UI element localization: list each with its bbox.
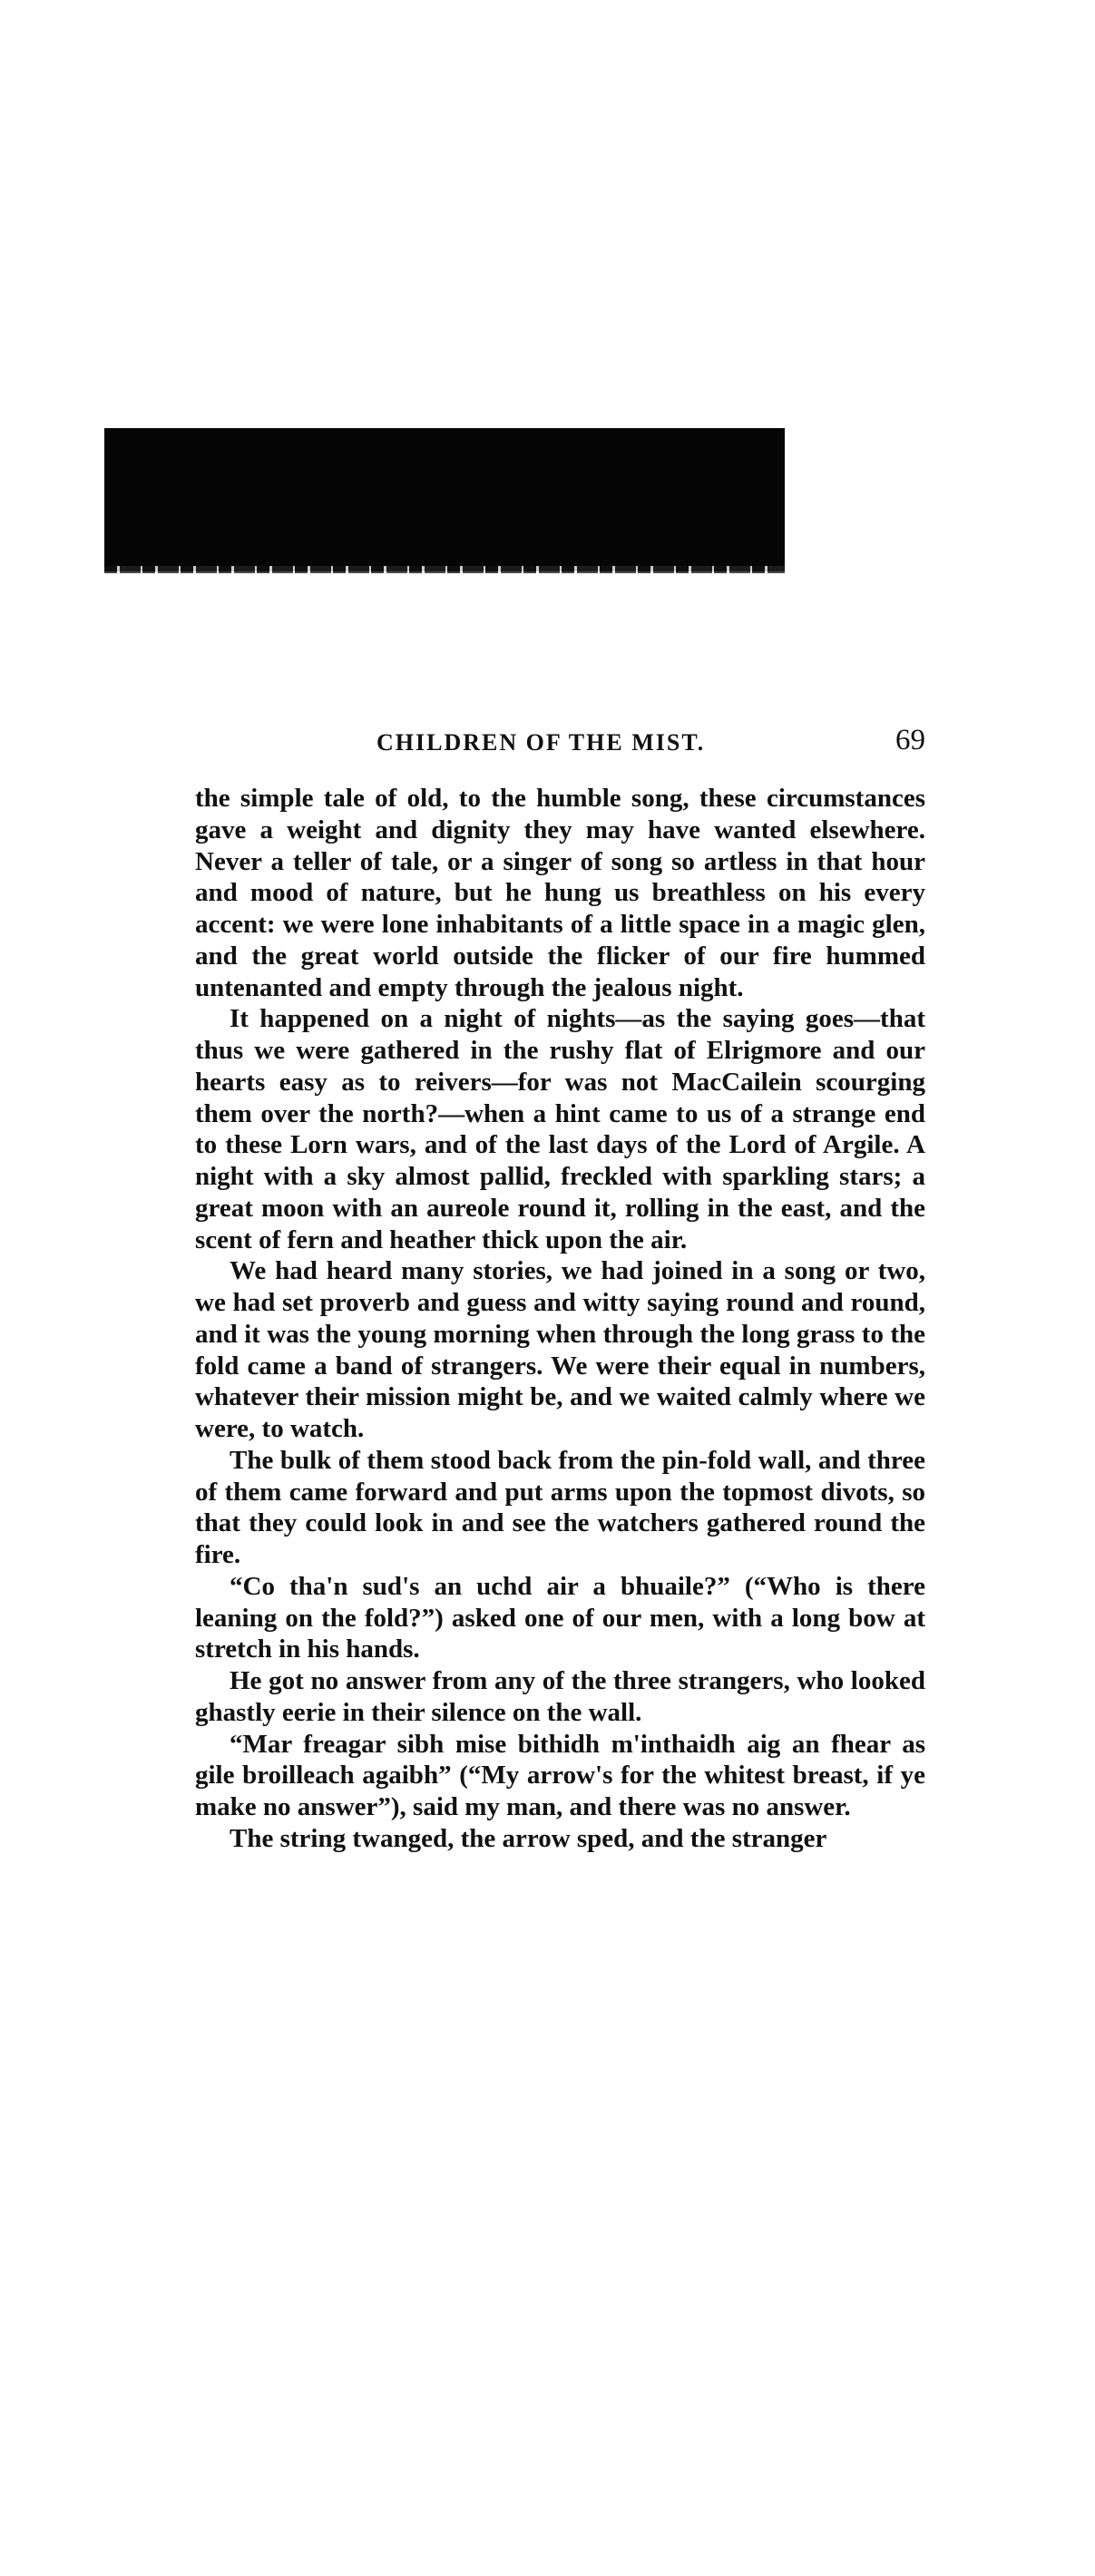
body-text	[195, 783, 925, 1855]
paragraph: It happened on a night of nights—as the saying goes—that thus we were gathered in the rushy flat of Elrigmore and our hearts easy as to reivers—for was not MacCailein scourging them over the north?—when a hint came to us of a strange end to these Lorn wars, and of the last days of the Lord of Argile. A night with a sky almost pallid, freckled with sparkling stars; a great moon with an aureole round it, rolling in the east, and the scent of fern and heather thick upon the air.	[195, 1004, 925, 1254]
redacted-block	[104, 428, 785, 571]
paragraph: the simple tale of old, to the humble song, these circumstances gave a weight and dignity they may have wanted elsewhere. Never a teller of tale, or a singer of song so artless in that hour and mood of nature, but he hung us breathless on his every accent: we were lone inhabitants of a little space in a magic glen, and the great world outside the flicker of our fire hummed untenanted and empty through the jealous night.	[195, 784, 925, 1002]
paragraph: “Mar freagar sibh mise bithidh m'inthaidh aig an fhear as gile broilleach agaibh” (“My arrow's for the whitest breast, if ye make no answer”), said my man, and there was no answer.	[195, 1729, 925, 1821]
paragraph: He got no answer from any of the three strangers, who looked ghastly eerie in their silence on the wall.	[195, 1666, 925, 1727]
paragraph: The bulk of them stood back from the pin-fold wall, and three of them came forward and put arms upon the topmost divots, so that they could look in and see the watchers gathered round the fire.	[195, 1445, 925, 1569]
paragraph: “Co tha'n sud's an uchd air a bhuaile?” (“Who is there leaning on the fold?”) asked one of our men, with a long bow at stretch in his hands.	[195, 1571, 925, 1664]
paragraph: We had heard many stories, we had joined in a song or two, we had set proverb and guess and witty saying round and round, and it was the young morning when through the long grass to the fold came a band of strangers. We were their equal in numbers, whatever their mission might be, and we waited calmly where we were, to watch.	[195, 1256, 925, 1443]
running-title: CHILDREN OF THE MIST.	[376, 729, 706, 756]
redacted-block-edge	[104, 566, 785, 573]
page-number: 69	[895, 724, 925, 756]
paragraph: The string twanged, the arrow sped, and the stranger	[230, 1823, 827, 1853]
running-head	[195, 724, 925, 760]
